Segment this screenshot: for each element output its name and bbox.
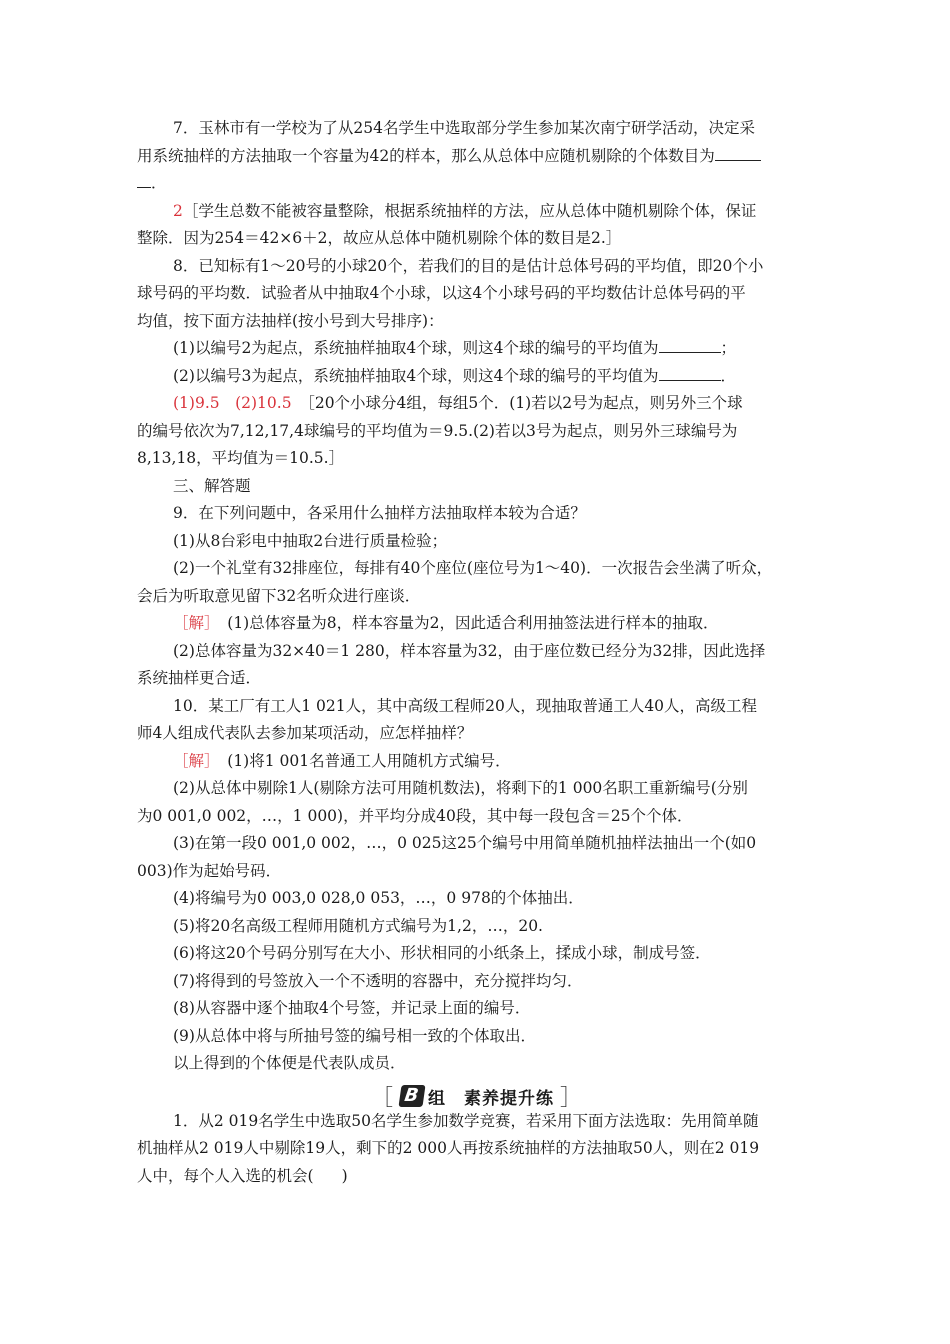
- q10-step-5: (5)将20名高级工程师用随机方式编号为1,2，…，20.: [173, 916, 543, 935]
- q10-jie-label: ［解］: [173, 751, 212, 770]
- q10-step-3b: 003)作为起始号码．: [137, 861, 282, 880]
- group-b-header: [137, 1081, 817, 1111]
- q8-part-2-end: ．: [720, 366, 737, 385]
- q9-part-2a: (2)一个礼堂有32排座位，每排有40个座位(座位号为1～40)．一次报告会坐满了听众，: [173, 559, 773, 577]
- q10-sol-text-1: (1)将1 001名普通工人用随机方式编号．: [211, 751, 511, 770]
- q7-line-1: 7．玉林市有一学校为了从254名学生中选取部分学生参加某次南宁研学活动，决定采: [173, 119, 755, 137]
- group-b-bracket-left: ［: [370, 1085, 394, 1111]
- q9-part-2b: 会后为听取意见留下32名听众进行座谈．: [137, 586, 421, 605]
- q7-line-2-text: 用系统抽样的方法抽取一个容量为42的样本，那么从总体中应随机剔除的个体数目为: [137, 146, 715, 165]
- q8-line-3: 均值，按下面方法抽样(按小号到大号排序)：: [137, 311, 444, 330]
- q9-sol-text-1: (1)总体容量为8，样本容量为2，因此适合利用抽签法进行样本的抽取．: [211, 614, 719, 632]
- q8-part-2-text: (2)以编号3为起点，系统抽样抽取4个球，则这4个球的编号的平均值为: [173, 366, 659, 385]
- q10-step-4: (4)将编号为0 003,0 028,0 053，…，0 978的个体抽出．: [173, 889, 584, 907]
- q9-part-1: (1)从8台彩电中抽取2台进行质量检验；: [173, 531, 448, 550]
- q9-solution-1: [137, 613, 817, 633]
- q10-step-3a: (3)在第一段0 001,0 002，…，0 025这25个编号中用简单随机抽样法抽出一个(如0: [173, 834, 757, 852]
- q8-line-1: 8．已知标有1～20号的小球20个，若我们的目的是估计总体号码的平均值，即20个小: [173, 256, 764, 275]
- q10-step-2b: 为0 001,0 002，…，1 000)，并平均分成40段，其中每一段包含＝25个个体．: [137, 806, 693, 825]
- q10-line-1: 10．某工厂有工人1 021人，其中高级工程师20人，现抽取普通工人40人，高级工程: [173, 696, 758, 715]
- q8-answer: (1)9.5 (2)10.5: [173, 394, 292, 412]
- q7-solution-1: [137, 201, 817, 221]
- q10-line-2: 师4人组成代表队去参加某项活动，应怎样抽样？: [137, 724, 473, 742]
- b1-line-3-text: 人中，每个人入选的机会(: [137, 1166, 314, 1185]
- q9-solution-2b: 系统抽样更合适．: [137, 669, 262, 687]
- q8-blank-1: [659, 338, 721, 353]
- q8-blank-2: [659, 366, 721, 381]
- q7-answer-blank: [715, 146, 761, 161]
- q7-solution-2: 整除．因为254＝42×6＋2，故应从总体中随机剔除个体的数目是2.］: [137, 229, 622, 247]
- b1-line-2: 机抽样从2 019人中剔除19人，剩下的2 000人再按系统抽样的方法抽取50人，则在2 019: [137, 1139, 760, 1157]
- q8-part-2: [137, 366, 817, 386]
- q9-jie-label: ［解］: [173, 614, 212, 632]
- b1-line-1: 1．从2 019名学生中选取50名学生参加数学竞赛，若采用下面方法选取：先用简单随: [173, 1111, 759, 1130]
- q7-sol-text-1: ［学生总数不能被容量整除，根据系统抽样的方法，应从总体中随机剔除个体，保证: [182, 201, 757, 220]
- q7-line-3-end: ．: [151, 174, 167, 192]
- q8-solution-1: [137, 393, 817, 413]
- q8-line-2: 球号码的平均数．试验者从中抽取4个小球，以这4个小球号码的平均数估计总体号码的平: [137, 284, 746, 302]
- q10-solution-1: [137, 751, 817, 771]
- b1-line-3: [137, 1166, 817, 1186]
- q8-part-1: [137, 338, 817, 358]
- q10-step-9: (9)从总体中将与所抽号签的编号相一致的个体取出．: [173, 1026, 536, 1045]
- b1-line-3-close: ): [341, 1166, 348, 1185]
- q8-part-1-end: ；: [720, 339, 737, 357]
- q10-step-8: (8)从容器中逐个抽取4个号签，并记录上面的编号．: [173, 999, 531, 1017]
- q10-step-2a: (2)从总体中剔除1人(剔除方法可用随机数法)，将剩下的1 000名职工重新编号(分别: [173, 779, 748, 797]
- q10-step-7: (7)将得到的号签放入一个不透明的容器中，充分搅拌均匀．: [173, 971, 583, 990]
- q7-line-2: [137, 146, 817, 166]
- q8-part-1-text: (1)以编号2为起点，系统抽样抽取4个球，则这4个球的编号的平均值为: [173, 339, 659, 357]
- q9-solution-2a: (2)总体容量为32×40＝1 280，样本容量为32，由于座位数已经分为32排，因此选择: [173, 641, 766, 660]
- section-heading: 三、解答题: [173, 476, 251, 495]
- q8-sol-text-1: ［20个小球分4组，每组5个．(1)若以2号为起点，则另外三个球: [291, 394, 743, 412]
- group-b-badge: B: [398, 1085, 425, 1107]
- q7-line-3: [137, 173, 817, 193]
- q10-conclusion: 以上得到的个体便是代表队成员．: [173, 1054, 406, 1072]
- group-b-bracket-right: ］: [560, 1085, 584, 1111]
- q10-step-6: (6)将这20个号码分别写在大小、形状相同的小纸条上，揉成小球，制成号签．: [173, 944, 711, 962]
- q7-answer: 2: [173, 201, 183, 220]
- q8-solution-3: 8,13,18，平均值为＝10.5.］: [137, 449, 345, 467]
- document-page: [137, 118, 817, 1193]
- group-b-title: [365, 1081, 589, 1112]
- q7-answer-blank-cont: [137, 173, 151, 188]
- q8-solution-2: 的编号依次为7,12,17,4球编号的平均值为＝9.5.(2)若以3号为起点，则另外三球编号为: [137, 421, 738, 440]
- q9-line-1: 9．在下列问题中，各采用什么抽样方法抽取样本较为合适？: [173, 504, 586, 522]
- group-b-title-text: 组 素养提升练: [428, 1088, 554, 1109]
